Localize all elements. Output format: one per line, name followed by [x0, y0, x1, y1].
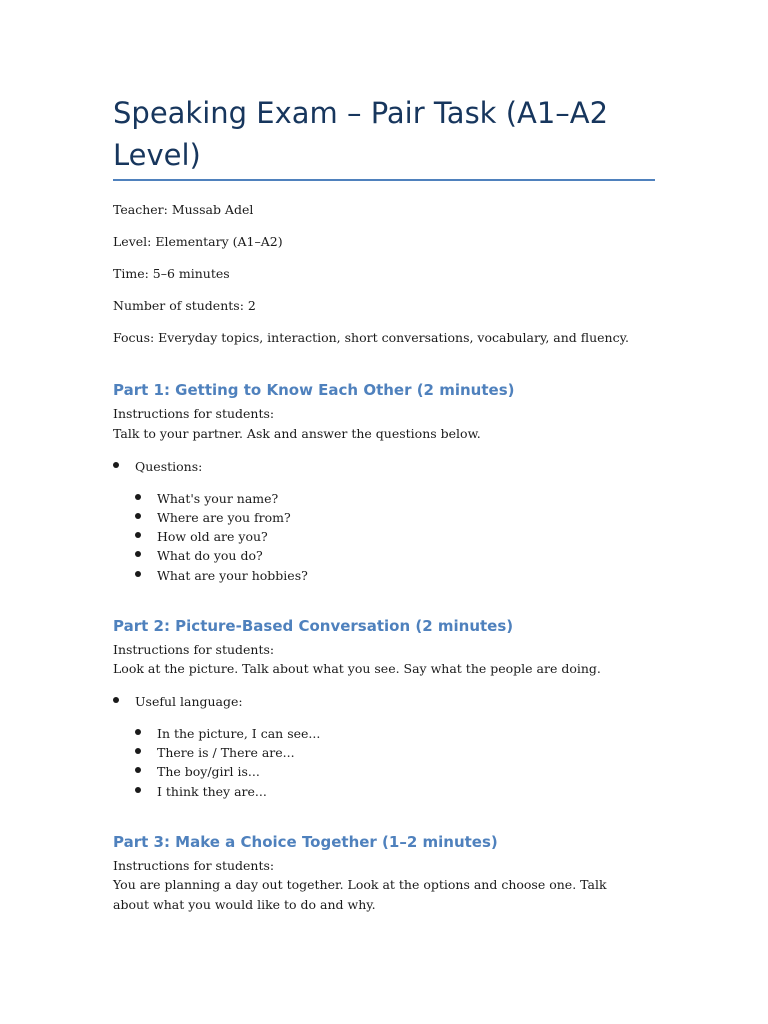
list-item-text: What are your hobbies? — [157, 568, 308, 583]
list-item-text: What do you do? — [157, 548, 263, 563]
list-item-text: I think they are... — [157, 784, 267, 799]
bullet-dot — [135, 767, 141, 773]
meta-focus: Focus: Everyday topics, interaction, short conversations, vocabulary, and fluency. — [113, 330, 629, 345]
part2-instructions: Look at the picture. Talk about what you see. Say what the people are doing. — [113, 661, 601, 676]
list-item-text: The boy/girl is... — [157, 764, 260, 779]
bullet-dot — [135, 748, 141, 754]
bullet-dot — [135, 571, 141, 577]
part3-instructions: You are planning a day out together. Look at the options and choose one. Talk about what you would like to do and why. — [113, 877, 607, 912]
part1-instructions: Talk to your partner. Ask and answer the questions below. — [113, 426, 481, 441]
meta-students: Number of students: 2 — [113, 298, 256, 313]
bullet-dot — [135, 494, 141, 500]
meta-level: Level: Elementary (A1–A2) — [113, 234, 283, 249]
bullet-dot — [113, 462, 119, 468]
part3-instructions-label: Instructions for students: — [113, 858, 275, 873]
document-title: Speaking Exam – Pair Task (A1–A2 Level) — [113, 96, 609, 172]
part1-bullet-label: Questions: — [135, 459, 203, 474]
bullet-dot — [113, 697, 119, 703]
title-divider — [113, 179, 655, 181]
list-item-text: Where are you from? — [157, 510, 291, 525]
bullet-dot — [135, 532, 141, 538]
bullet-dot — [135, 729, 141, 735]
part2-bullet-label: Useful language: — [135, 694, 243, 709]
list-item-text: There is / There are... — [157, 745, 295, 760]
part1-heading: Part 1: Getting to Know Each Other (2 minutes) — [113, 381, 515, 399]
part1-instructions-label: Instructions for students: — [113, 406, 275, 421]
bullet-dot — [135, 551, 141, 557]
bullet-dot — [135, 787, 141, 793]
bullet-dot — [135, 513, 141, 519]
list-item-text: What's your name? — [157, 491, 279, 506]
part3-heading: Part 3: Make a Choice Together (1–2 minutes) — [113, 833, 498, 851]
list-item-text: How old are you? — [157, 529, 268, 544]
part2-instructions-label: Instructions for students: — [113, 642, 275, 657]
meta-teacher: Teacher: Mussab Adel — [113, 202, 254, 217]
meta-time: Time: 5–6 minutes — [113, 266, 230, 281]
list-item-text: In the picture, I can see... — [157, 726, 321, 741]
part2-heading: Part 2: Picture-Based Conversation (2 minutes) — [113, 617, 514, 635]
